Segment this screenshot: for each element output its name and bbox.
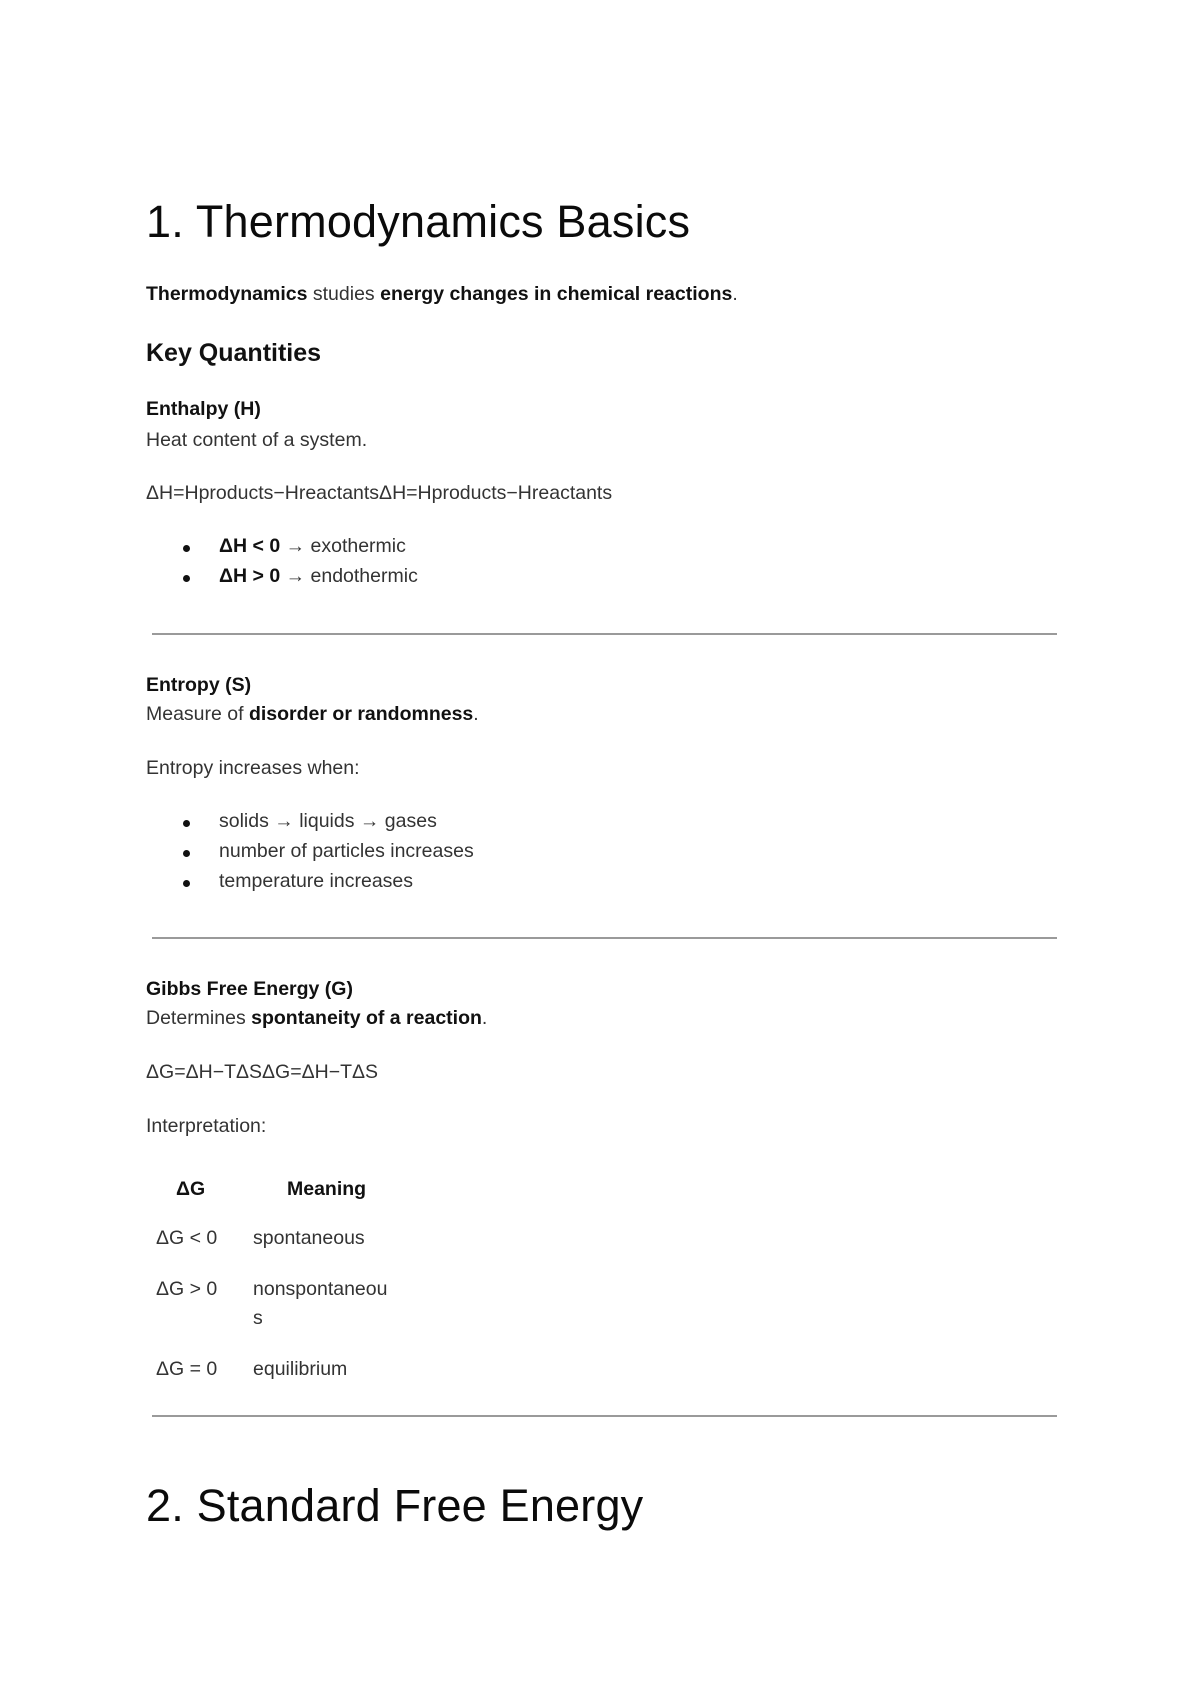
gibbs-desc-end: . [481, 1007, 488, 1029]
enthalpy-bullet-exothermic [219, 535, 406, 558]
interpretation-table [146, 1172, 436, 1392]
entropy-bullet: solids → liquids → gases [219, 810, 437, 832]
interpretation-label: Interpretation: [146, 1115, 267, 1137]
entropy-increases-label: Entropy increases when: [146, 757, 360, 779]
horizontal-rule [152, 633, 1057, 635]
gibbs-formula: ΔG=ΔH−TΔSΔG=ΔH−TΔS [146, 1061, 379, 1083]
bullet-dot [183, 545, 190, 552]
entropy-desc-bold: disorder or randomness [248, 703, 474, 725]
enthalpy-formula: ΔH=Hproducts−HreactantsΔH=Hproducts−Hreactants [146, 482, 613, 504]
section-title-thermodynamics-basics: 1. Thermodynamics Basics [146, 196, 691, 247]
enthalpy-bullet-result: → exothermic [280, 535, 406, 557]
bullet-dot [183, 575, 190, 582]
bullet-dot [183, 820, 190, 827]
intro-paragraph [146, 282, 738, 306]
entropy-heading: Entropy (S) [146, 674, 252, 696]
entropy-bullet: temperature increases [219, 870, 414, 892]
entropy-bullet: number of particles increases [219, 840, 474, 862]
table-cell-meaning: nonspontaneou s [253, 1278, 388, 1329]
bullet-dot [183, 880, 190, 887]
intro-end: . [732, 283, 738, 305]
table-cell-meaning: equilibrium [253, 1358, 348, 1380]
entropy-desc-pre: Measure of [146, 703, 249, 725]
horizontal-rule [152, 937, 1057, 939]
gibbs-description [146, 1006, 487, 1030]
horizontal-rule [152, 1415, 1057, 1417]
key-quantities-heading: Key Quantities [146, 339, 322, 367]
gibbs-desc-bold: spontaneity of a reaction [251, 1007, 482, 1029]
gibbs-desc-pre: Determines [146, 1007, 252, 1029]
entropy-desc-end: . [473, 703, 479, 725]
bullet-dot [183, 850, 190, 857]
enthalpy-description: Heat content of a system. [146, 429, 368, 451]
enthalpy-bullet-result: → endothermic [280, 565, 418, 587]
intro-term: Thermodynamics [146, 283, 308, 305]
table-cell-condition: ΔG = 0 [156, 1358, 218, 1380]
enthalpy-bullet-endothermic [219, 565, 418, 588]
entropy-description [146, 702, 479, 726]
intro-emphasis: energy changes in chemical reactions [380, 283, 733, 305]
table-header-meaning: Meaning [287, 1178, 367, 1200]
section-title-standard-free-energy: 2. Standard Free Energy [146, 1480, 644, 1531]
intro-mid: studies [307, 283, 381, 305]
enthalpy-bullet-condition: ΔH > 0 [219, 565, 281, 587]
table-header-delta-g: ΔG [176, 1178, 206, 1200]
table-cell-condition: ΔG > 0 [156, 1278, 218, 1300]
enthalpy-bullet-condition: ΔH < 0 [219, 535, 281, 557]
table-cell-meaning: spontaneous [253, 1227, 365, 1249]
table-cell-condition: ΔG < 0 [156, 1227, 218, 1249]
gibbs-heading: Gibbs Free Energy (G) [146, 978, 353, 1000]
enthalpy-heading: Enthalpy (H) [146, 398, 261, 420]
